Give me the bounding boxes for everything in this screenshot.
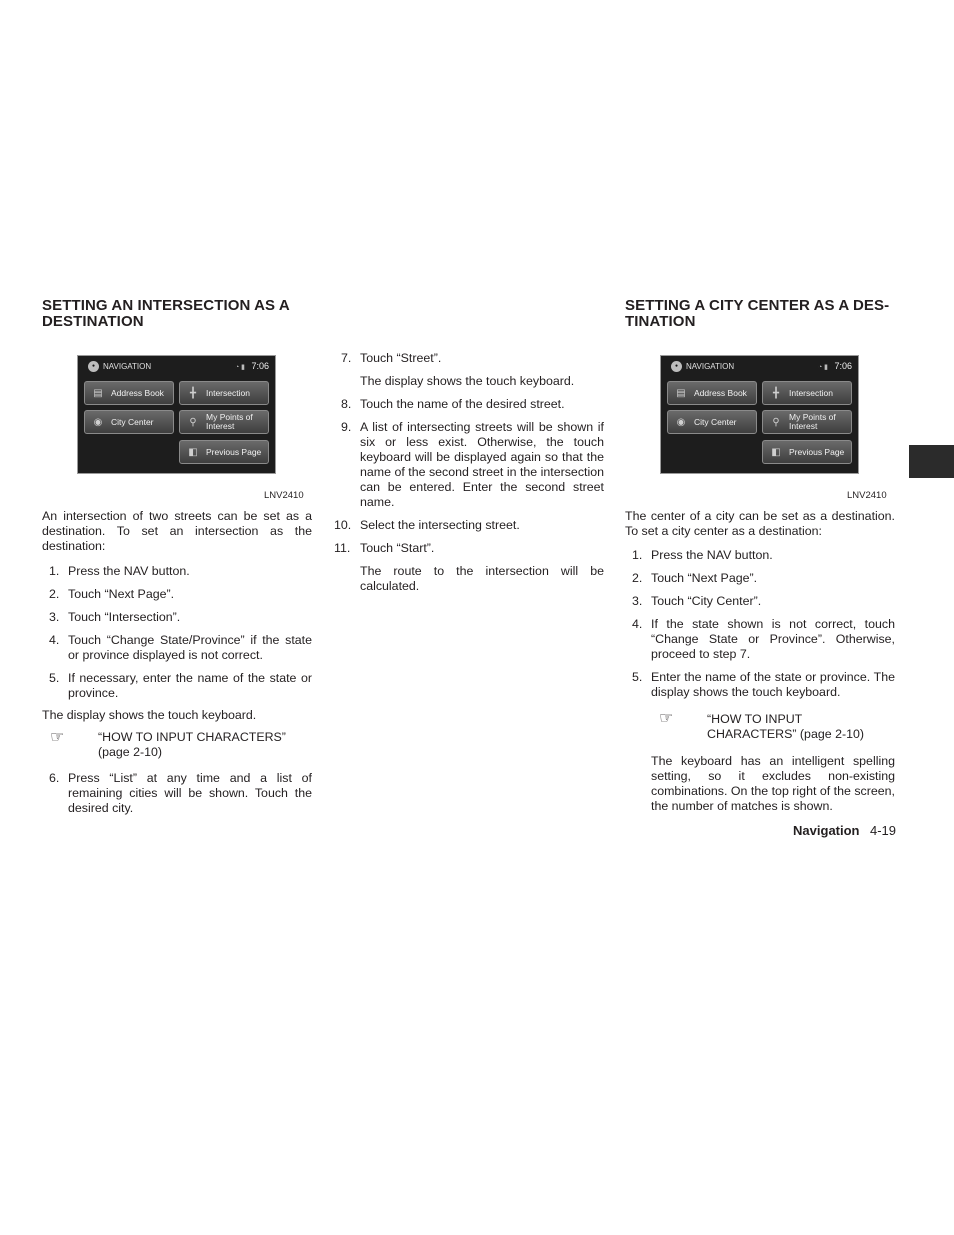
previous-page-icon: ◧ (188, 446, 198, 458)
reference-note: “HOW TO INPUT CHARACTERS” (page 2-10) (707, 712, 864, 741)
address-book-button: ▤ Address Book (84, 381, 174, 405)
signal-icon: ◔ ▮ (817, 364, 828, 371)
heading-line: SETTING A CITY CENTER AS A DES- (625, 297, 890, 314)
nav-logo-icon: ● (88, 361, 99, 372)
left-intro-paragraph: An intersection of two streets can be set as a destination. To set an intersection as the destination: (42, 509, 312, 553)
heading-line: TINATION (625, 313, 696, 330)
intersection-icon: ╋ (189, 387, 197, 399)
page-footer (776, 822, 896, 840)
poi-pin-icon: ⚲ (772, 416, 780, 428)
heading-line: SETTING AN INTERSECTION AS A (42, 297, 290, 314)
list-item: 9. A list of intersecting streets will be shown if six or less exist. Otherwise, the touch keyboard will be displayed again so that the name of the second street in the intersection can be entered. Enter the second street name. (341, 420, 604, 509)
middle-steps-list (334, 351, 604, 594)
list-item: 1. Press the NAV button. (632, 548, 773, 562)
page-number: 4-19 (869, 823, 896, 838)
city-center-button: ◉ City Center (667, 410, 757, 434)
keyboard-description: The keyboard has an intelligent spelling setting, so it excludes non-existing combinations. On the top right of the screen, the number of matches is shown. (651, 754, 895, 813)
nav-logo-icon: ● (671, 361, 682, 372)
city-center-button: ◉ City Center (84, 410, 174, 434)
city-center-icon: ◉ (676, 416, 686, 428)
list-item: 8. Touch the name of the desired street. (341, 397, 565, 411)
navigation-screen-illustration (660, 355, 859, 474)
screen-clock: 7:06 (251, 361, 269, 371)
display-text: The display shows the touch keyboard. (42, 708, 257, 722)
reference-note: “HOW TO INPUT CHARACTERS” (page 2-10) (98, 730, 286, 759)
hand-pointer-icon: ☞ (50, 729, 65, 746)
address-book-icon: ▤ (93, 387, 103, 399)
list-item: 4. If the state shown is not correct, touch “Change State or Province”. Otherwise, proceed to step 7. (632, 617, 895, 661)
list-item: 11. Touch “Start”. The route to the intersection will be calculated. (334, 541, 604, 593)
intersection-button: ╋ Intersection (762, 381, 852, 405)
list-item: 1. Press the NAV button. (49, 564, 190, 578)
city-center-icon: ◉ (93, 416, 103, 428)
list-item: 6. Press “List” at any time and a list of remaining cities will be shown. Touch the desired city. (49, 771, 312, 815)
list-item: 7. Touch “Street”. The display shows the touch keyboard. (341, 351, 575, 388)
screen-title: ● NAVIGATION (88, 361, 151, 372)
previous-page-button: ◧ Previous Page (179, 440, 269, 464)
address-book-button: ▤ Address Book (667, 381, 757, 405)
screen-clock: 7:06 (834, 361, 852, 371)
screen-title: ● NAVIGATION (671, 361, 734, 372)
previous-page-icon: ◧ (771, 446, 781, 458)
chapter-tab (909, 445, 954, 478)
right-section-heading (625, 298, 905, 330)
left-section-heading (42, 298, 322, 330)
navigation-screen-illustration (77, 355, 276, 474)
list-item: 2. Touch “Next Page”. (632, 571, 758, 585)
figure-caption: LNV2410 (847, 490, 887, 501)
list-item: 4. Touch “Change State/Province” if the state or province displayed is not correct. (49, 633, 312, 662)
intersection-icon: ╋ (772, 387, 780, 399)
previous-page-button: ◧ Previous Page (762, 440, 852, 464)
intersection-button: ╋ Intersection (179, 381, 269, 405)
right-intro-paragraph: The center of a city can be set as a destination. To set a city center as a destination: (625, 509, 895, 538)
list-item: 3. Touch “City Center”. (632, 594, 762, 608)
address-book-icon: ▤ (676, 387, 686, 399)
list-item: 10. Select the intersecting street. (334, 518, 520, 532)
heading-line: DESTINATION (42, 313, 144, 330)
right-steps-list (625, 548, 895, 700)
signal-icon: ◔ ▮ (234, 364, 245, 371)
footer-section: Navigation (793, 823, 860, 838)
list-item: 5. Enter the name of the state or province. The display shows the touch keyboard. (632, 670, 895, 699)
figure-caption: LNV2410 (264, 490, 304, 501)
list-item: 3. Touch “Intersection”. (49, 610, 181, 624)
left-steps-list (42, 564, 312, 701)
list-item: 5. If necessary, enter the name of the state or province. (49, 671, 312, 700)
poi-pin-icon: ⚲ (189, 416, 197, 428)
points-of-interest-button: ⚲ My Points of Interest (179, 410, 269, 434)
points-of-interest-button: ⚲ My Points of Interest (762, 410, 852, 434)
hand-pointer-icon: ☞ (659, 710, 674, 727)
list-item: 2. Touch “Next Page”. (49, 587, 175, 601)
